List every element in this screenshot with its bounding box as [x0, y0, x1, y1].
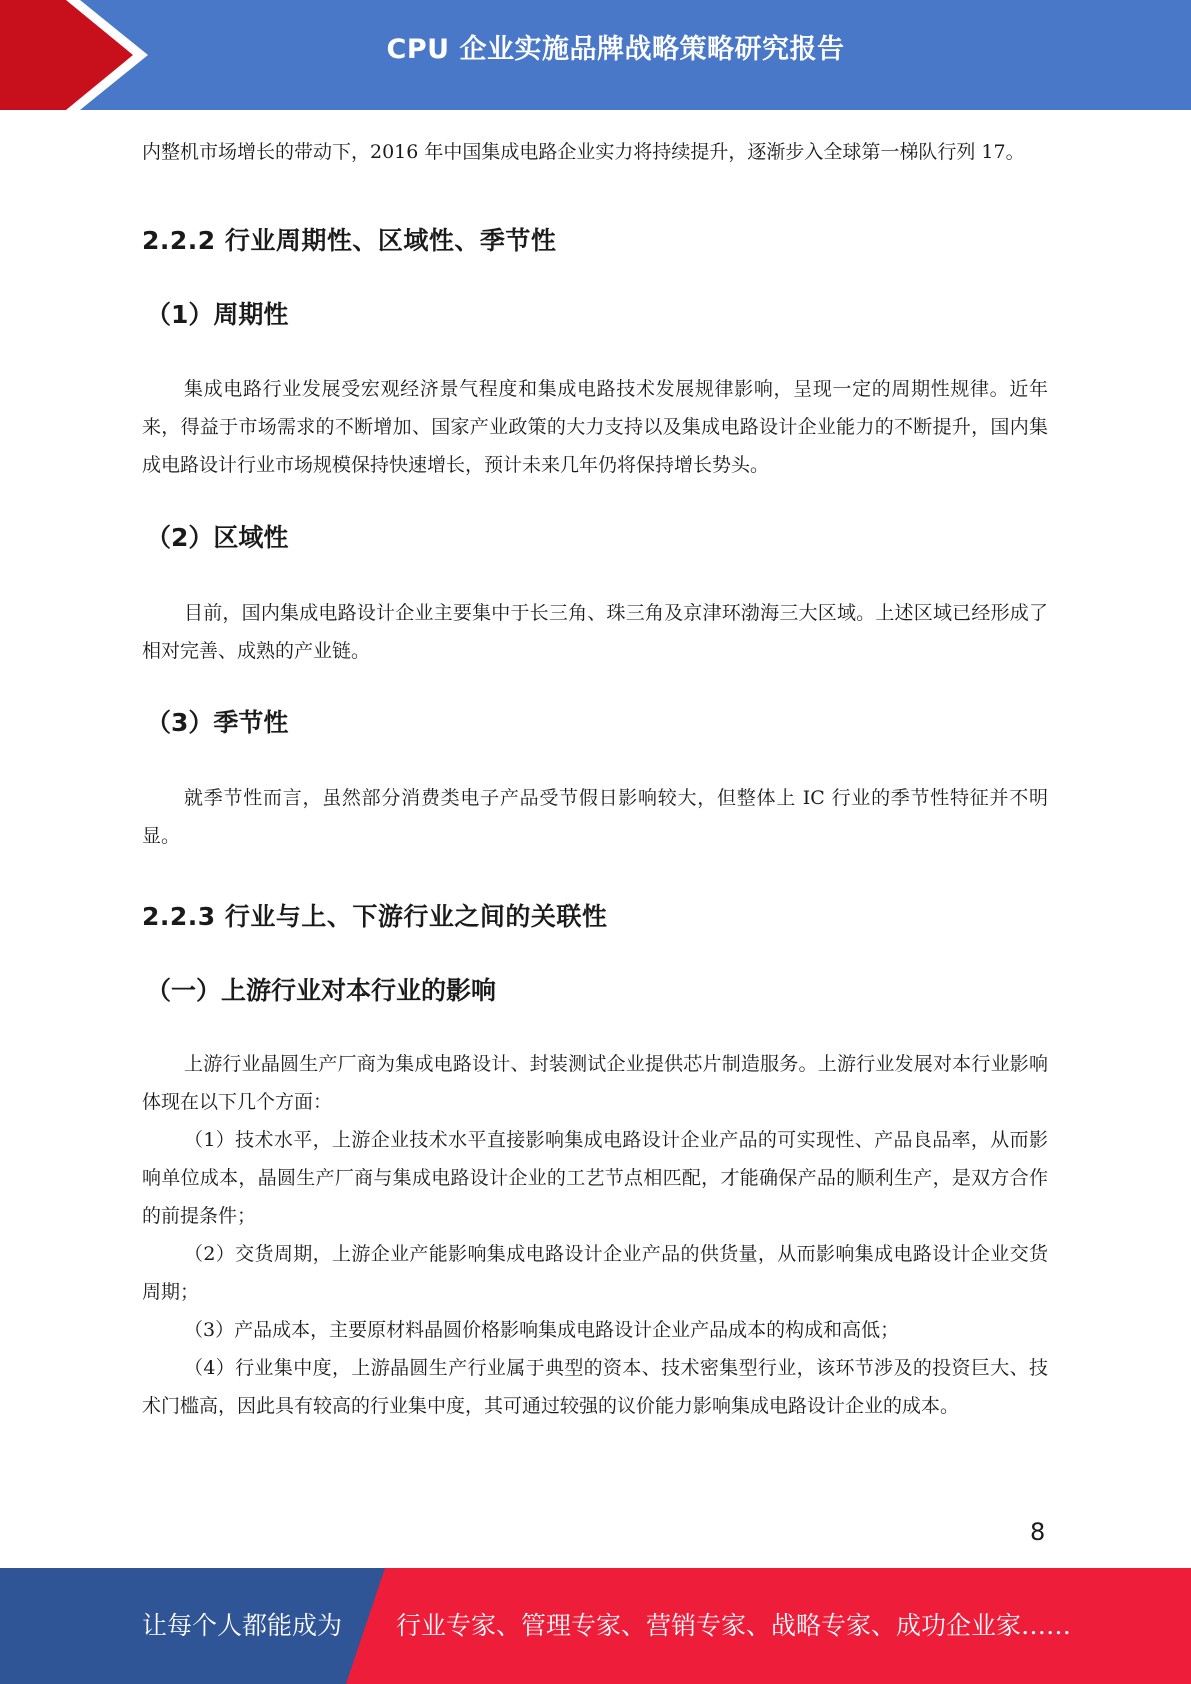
list-item-concentration: （4）行业集中度，上游晶圆生产行业属于典型的资本、技术密集型行业，该环节涉及的投资巨大、技术门槛高，因此具有较高的行业集中度，其可通过较强的议价能力影响集成电路设计企业的成本。 [142, 1357, 1048, 1417]
footer-slogan-left: 让每个人都能成为 [142, 1611, 343, 1640]
section-heading-2-2-2: 2.2.2 行业周期性、区域性、季节性 [142, 226, 557, 255]
page-number: 8 [1030, 1518, 1046, 1546]
paragraph-region: 目前，国内集成电路设计企业主要集中于长三角、珠三角及京津环渤海三大区域。上述区域已经形成了相对完善、成熟的产业链。 [142, 602, 1048, 662]
list-item-technology: （1）技术水平，上游企业技术水平直接影响集成电路设计企业产品的可实现性、产品良品率，从而影响单位成本，晶圆生产厂商与集成电路设计企业的工艺节点相匹配，才能确保产品的顺利生产，是双方合作的前提条件； [142, 1129, 1048, 1227]
subheading-upstream: （一）上游行业对本行业的影响 [146, 976, 497, 1005]
subheading-cycle: （1）周期性 [146, 300, 289, 329]
section-heading-2-2-3: 2.2.3 行业与上、下游行业之间的关联性 [142, 902, 608, 931]
paragraph-upstream: 上游行业晶圆生产厂商为集成电路设计、封装测试企业提供芯片制造服务。上游行业发展对本行业影响体现在以下几个方面： [142, 1053, 1048, 1113]
list-item-delivery: （2）交货周期，上游企业产能影响集成电路设计企业产品的供货量，从而影响集成电路设计企业交货周期； [142, 1243, 1048, 1303]
paragraph-cycle: 集成电路行业发展受宏观经济景气程度和集成电路技术发展规律影响，呈现一定的周期性规律。近年来，得益于市场需求的不断增加、国家产业政策的大力支持以及集成电路设计企业能力的不断提升，国内集成电路设计行业市场规模保持快速增长，预计未来几年仍将保持增长势头。 [142, 378, 1048, 476]
list-item-cost: （3）产品成本，主要原材料晶圆价格影响集成电路设计企业产品成本的构成和高低； [184, 1319, 900, 1341]
paragraph-season: 就季节性而言，虽然部分消费类电子产品受节假日影响较大，但整体上 IC 行业的季节性特征并不明显。 [142, 787, 1048, 847]
page-footer [0, 1568, 1191, 1684]
header-title: CPU 企业实施品牌战略策略研究报告 [386, 34, 845, 65]
footer-slogan-right: 行业专家、管理专家、营销专家、战略专家、成功企业家…… [396, 1611, 1072, 1640]
document-body [142, 133, 1048, 1425]
paragraph-intro: 内整机市场增长的带动下，2016 年中国集成电路企业实力将持续提升，逐渐步入全球第一梯队行列 17。 [142, 141, 1025, 163]
subheading-region: （2）区域性 [146, 523, 289, 552]
page-header [0, 0, 1191, 110]
subheading-season: （3）季节性 [146, 708, 289, 737]
